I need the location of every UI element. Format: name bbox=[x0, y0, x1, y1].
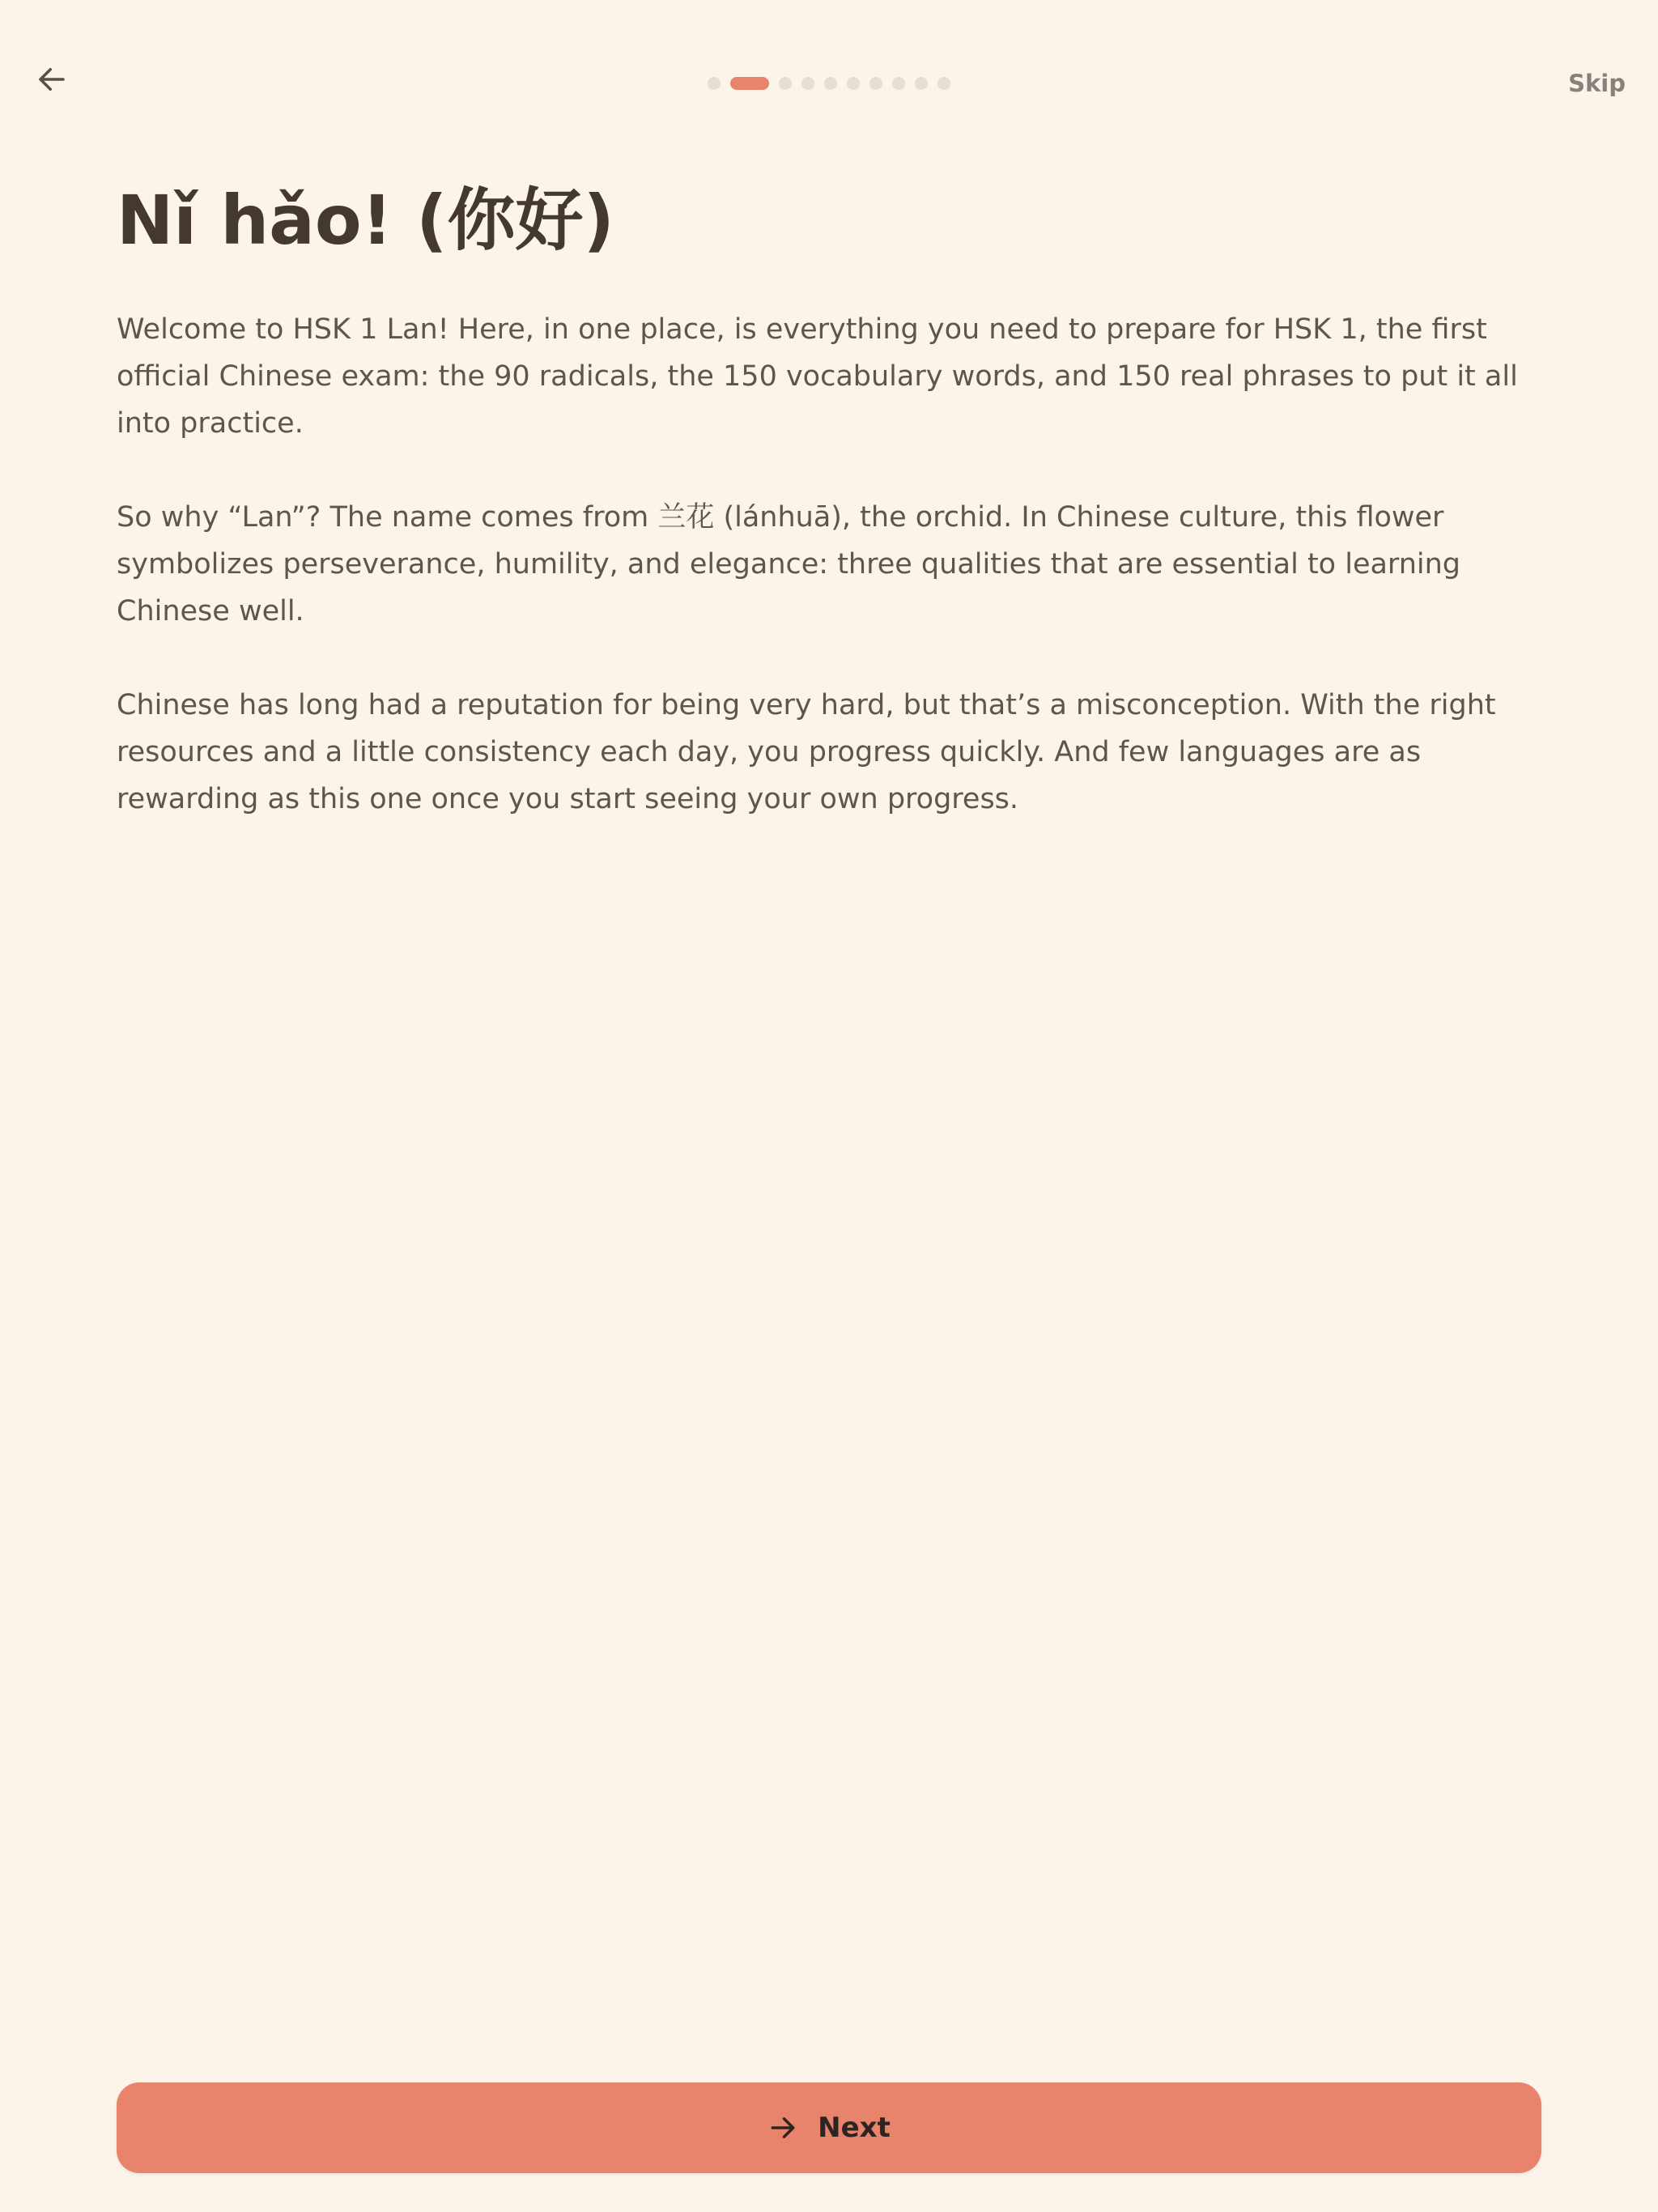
next-button[interactable] bbox=[117, 2082, 1541, 2173]
progress-indicator bbox=[0, 77, 1658, 90]
progress-dot bbox=[869, 77, 882, 90]
progress-dot bbox=[915, 77, 928, 90]
intro-text bbox=[117, 306, 1541, 870]
progress-dot bbox=[892, 77, 905, 90]
intro-paragraph: Welcome to HSK 1 Lan! Here, in one place, is everything you need to prepare for HSK 1, the first official Chinese exam: the 90 radicals, the 150 vocabulary words, and 150 real phrases to put it all into practice. bbox=[117, 313, 1518, 440]
progress-dot bbox=[847, 77, 860, 90]
progress-dot bbox=[937, 77, 950, 90]
next-button-label: Next bbox=[818, 2112, 891, 2144]
progress-dot bbox=[824, 77, 837, 90]
skip-button[interactable]: Skip bbox=[1568, 70, 1626, 97]
progress-dot bbox=[779, 77, 792, 90]
page-title: Nǐ hǎo! (你好) bbox=[117, 181, 614, 260]
intro-paragraph: Chinese has long had a reputation for being very hard, but that’s a misconception. With the right resources and a little consistency each day, you progress quickly. And few languages are as rewarding as this one once you start seeing your own progress. bbox=[117, 689, 1496, 815]
progress-dot bbox=[708, 77, 721, 90]
intro-paragraph: So why “Lan”? The name comes from 兰花 (lánhuā), the orchid. In Chinese culture, this flower symbolizes perseverance, humility, and elegance: three qualities that are essential to learning Chinese well. bbox=[117, 501, 1461, 627]
arrow-right-icon bbox=[767, 2112, 798, 2143]
progress-dot-active bbox=[730, 77, 769, 90]
progress-dot bbox=[801, 77, 814, 90]
